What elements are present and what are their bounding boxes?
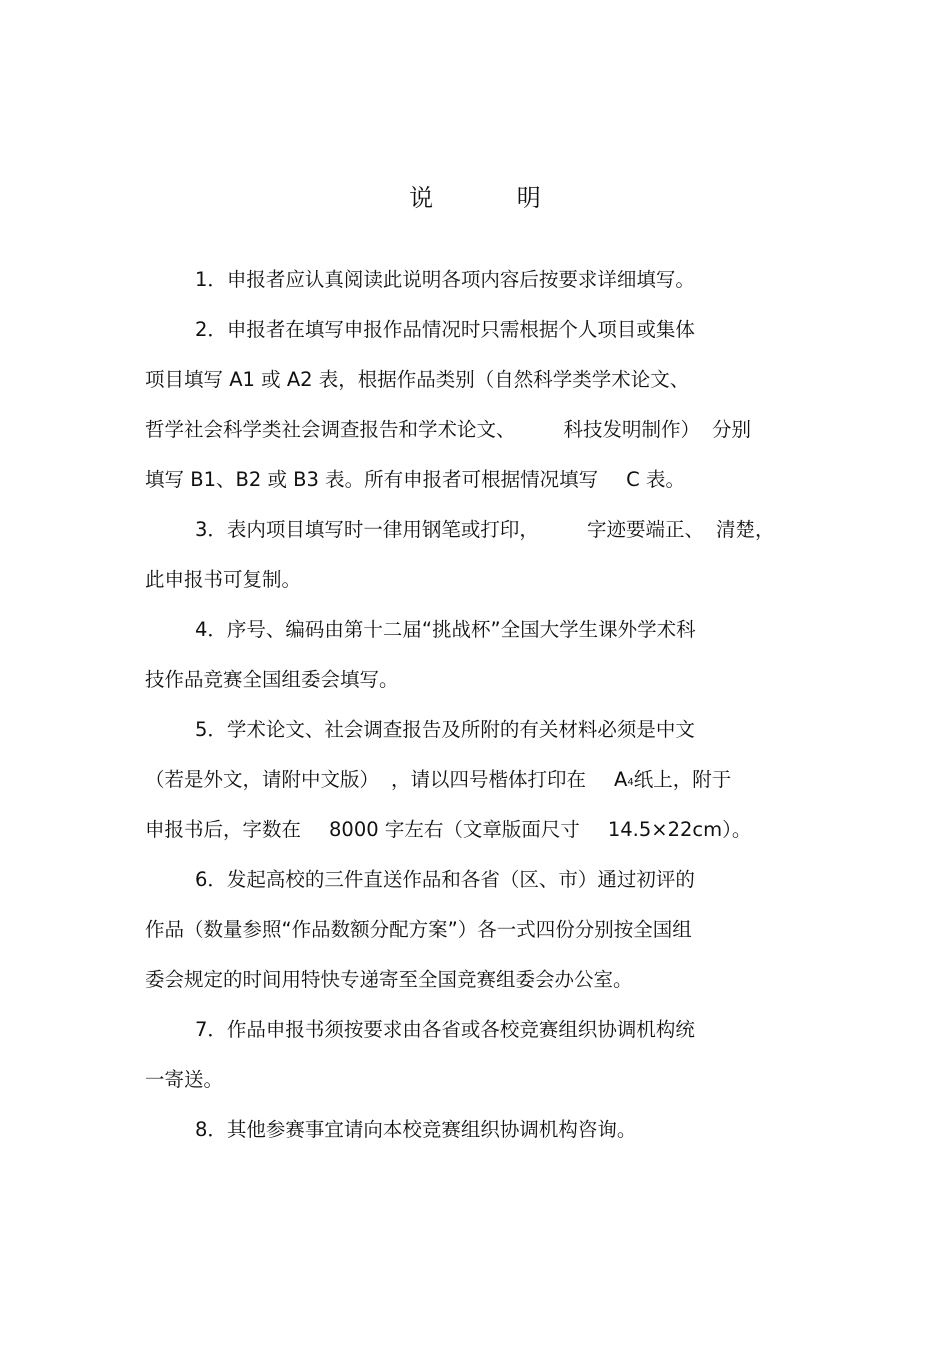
paragraph-text: 纸上，附于 — [633, 768, 732, 791]
paragraph-4-line-2: 技作品竞赛全国组委会填写。 — [145, 668, 399, 691]
paragraph-text: 分别 — [712, 418, 752, 441]
paragraph-text: 14.5×22cm）。 — [607, 818, 752, 841]
paragraph-8-line-1 — [195, 1116, 636, 1144]
paragraph-text: 申报书后，字数在 — [145, 818, 302, 841]
paragraph-7-line-2: 一寄送。 — [145, 1068, 224, 1091]
paragraph-text: 申报者应认真阅读此说明各项内容后按要求详细填写。 — [226, 268, 695, 291]
paragraph-6-line-3: 委会规定的时间用特快专递寄至全国竞赛组委会办公室。 — [145, 968, 633, 991]
paragraph-text: 科技发明制作） — [563, 418, 701, 441]
page-title: 说 明 — [409, 184, 579, 212]
paragraph-text: 作品申报书须按要求由各省或各校竞赛组织协调机构统 — [226, 1018, 695, 1041]
paragraph-text: 清楚， — [715, 518, 775, 541]
paragraph-text: 其他参赛事宜请向本校竞赛组织协调机构咨询。 — [226, 1118, 637, 1141]
paragraph-text: 学术论文、社会调查报告及所附的有关材料必须是中文 — [226, 718, 695, 741]
paragraph-text: （若是外文，请附中文版） — [145, 768, 380, 791]
paragraph-3-line-2: 此申报书可复制。 — [145, 568, 302, 591]
item-number: 8． — [195, 1118, 227, 1141]
paragraph-text: 4 — [627, 777, 634, 788]
paragraph-5-line-2 — [145, 766, 731, 798]
paragraph-7-line-1 — [195, 1016, 695, 1044]
paragraph-4-line-1 — [195, 616, 696, 644]
paragraph-5-line-3 — [145, 816, 751, 844]
item-number: 5． — [195, 718, 227, 741]
paragraph-1-line-1 — [195, 266, 695, 294]
paragraph-2-line-4 — [145, 466, 685, 494]
paragraph-text: 8000 字左右（文章版面尺寸 — [329, 818, 580, 841]
paragraph-2-line-2: 项目填写 A1 或 A2 表，根据作品类别（自然科学类学术论文、 — [145, 368, 690, 391]
paragraph-2-line-3 — [145, 416, 751, 444]
paragraph-3-line-1 — [195, 516, 774, 544]
paragraph-text: 申报者在填写申报作品情况时只需根据个人项目或集体 — [226, 318, 695, 341]
item-number: 3． — [195, 518, 227, 541]
paragraph-text: 填写 B1、B2 或 B3 表。所有申报者可根据情况填写 — [145, 468, 599, 491]
paragraph-2-line-1 — [195, 316, 695, 344]
item-number: 2． — [195, 318, 227, 341]
paragraph-6-line-2: 作品（数量参照“作品数额分配方案”）各一式四份分别按全国组 — [145, 918, 692, 941]
paragraph-text: A — [614, 768, 628, 791]
item-number: 1． — [195, 268, 227, 291]
item-number: 6． — [195, 868, 227, 891]
paragraph-text: ，请以四号楷体打印在 — [391, 768, 587, 791]
paragraph-text: 字迹要端正、 — [586, 518, 704, 541]
paragraph-text: 序号、编码由第十二届“挑战杯”全国大学生课外学术科 — [226, 618, 696, 641]
paragraph-5-line-1 — [195, 716, 695, 744]
paragraph-6-line-1 — [195, 866, 695, 894]
paragraph-text: 发起高校的三件直送作品和各省（区、市）通过初评的 — [226, 868, 695, 891]
paragraph-text: C 表。 — [626, 468, 685, 491]
item-number: 7． — [195, 1018, 227, 1041]
paragraph-text: 表内项目填写时一律用钢笔或打印， — [226, 518, 539, 541]
paragraph-text: 哲学社会科学类社会调查报告和学术论文、 — [145, 418, 516, 441]
item-number: 4． — [195, 618, 227, 641]
